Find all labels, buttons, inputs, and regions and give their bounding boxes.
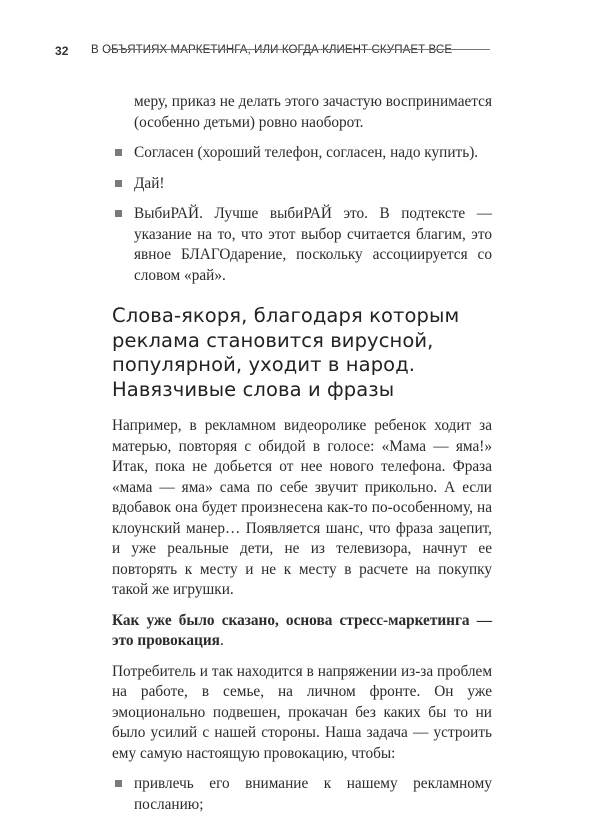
list-item <box>112 774 492 815</box>
section-heading: Слова-якоря, благодаря которым реклама становится вирусной, популярной, уходит в народ. Навязчивые слова и фразы <box>112 304 460 401</box>
running-header <box>55 44 490 62</box>
bold-statement-period: . <box>219 632 224 649</box>
list-item <box>112 143 492 164</box>
page-body <box>112 92 492 815</box>
continuation-text: меру, приказ не делать этого зачастую воспринимается (особенно детьми) ровно наоборот. <box>134 93 492 131</box>
list-item-text: ВыбиРАЙ. Лучше выбиРАЙ это. В подтексте — указание на то, что этот выбор считается благим, это явное БЛАГОдарение, поскольку ассоциируется со словом «рай». <box>134 205 492 284</box>
bold-statement <box>112 611 492 652</box>
square-bullet-icon <box>115 210 122 217</box>
bold-statement-text: Как уже было сказано, основа стресс-маркетинга — это провокация <box>112 611 492 649</box>
square-bullet-icon <box>115 780 122 787</box>
list-item-text: привлечь его внимание к нашему рекламному посланию; <box>134 775 492 813</box>
paragraph: Например, в рекламном видеоролике ребенок ходит за матерью, повторяя с обидой в голосе: «Мама — яма!» Итак, пока не добьется от нее нового телефона. Фраза «мама — яма» сама по себе звучит прикольно. А если вдобавок она будет произнесена как-то по-особенному, на клоунский манер… Появляется шанс, что фраза зацепит, и уже реальные дети, не из телевизора, начнут ее повторять к месту и не к месту в расчете на покупку такой же игрушки. <box>112 417 492 598</box>
list-item <box>112 204 492 286</box>
header-rule <box>108 49 490 50</box>
list-item-text: Дай! <box>134 174 165 192</box>
page-number: 32 <box>55 44 69 58</box>
list-item-text: Согласен (хороший телефон, согласен, надо купить). <box>134 144 479 161</box>
square-bullet-icon <box>115 180 122 187</box>
running-title: В ОБЪЯТИЯХ МАРКЕТИНГА, ИЛИ КОГДА КЛИЕНТ СКУПАЕТ ВСЕ <box>91 44 453 56</box>
paragraph: Потребитель и так находится в напряжении из-за проблем на работе, в семье, на личном фронте. Он уже эмоционально подвешен, прокачан без каких бы то ни было усилий с нашей стороны. Наша задача — устроить ему самую настоящую провокацию, чтобы: <box>112 662 492 762</box>
square-bullet-icon <box>115 149 122 156</box>
list-item <box>112 174 492 195</box>
